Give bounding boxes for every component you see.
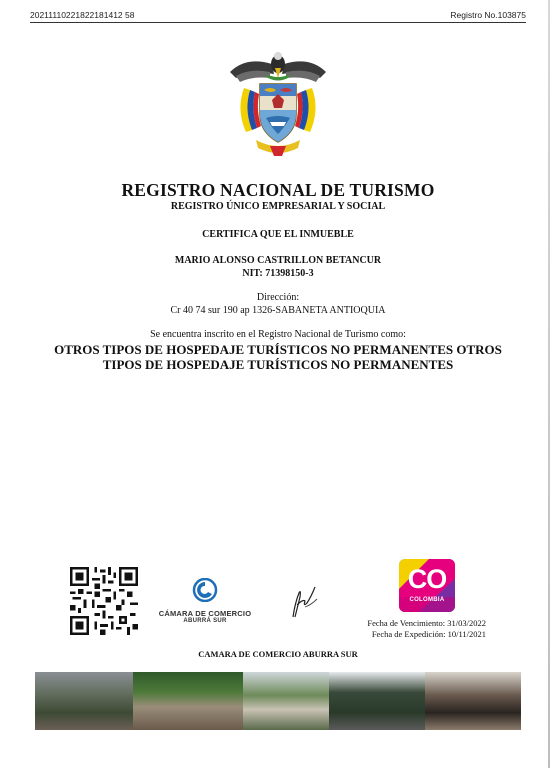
chamber-logo-line1: CÁMARA DE COMERCIO [158,609,252,618]
tourism-category: OTROS TIPOS DE HOSPEDAJE TURÍSTICOS NO PERMANENTES OTROS TIPOS DE HOSPEDAJE TURÍSTICOS NO PERMANENTES [54,342,502,372]
owner-nit: NIT: 71398150-3 [242,268,314,279]
address-label: Dirección: [256,292,300,303]
document-header-line [30,10,526,23]
document-title: REGISTRO NACIONAL DE TURISMO [121,180,435,200]
colombia-co-brand-logo [399,559,455,612]
photo-strip [35,672,521,730]
chamber-of-commerce-logo [150,578,260,628]
address-value: Cr 40 74 sur 190 ap 1326-SABANETA ANTIOQUIA [170,305,386,316]
registry-number: Registro No.103875 [450,10,526,20]
photo-plaza [35,672,133,730]
co-logo-subtext: COLOMBIA [409,597,445,603]
issue-date: Fecha de Expedición: 10/11/2021 [371,629,486,639]
qr-code-icon [70,567,138,635]
certifies-statement: CERTIFICA QUE EL INMUEBLE [202,229,354,240]
photo-statue [243,672,329,730]
signature-icon [285,583,321,621]
photo-interior [425,672,521,730]
registered-statement: Se encuentra inscrito en el Registro Nacional de Turismo como: [150,329,406,340]
photo-church [329,672,425,730]
document-code: 20211110221822181412 58 [30,10,135,20]
co-logo-text: CO [407,564,447,594]
photo-fountain [133,672,243,730]
chamber-name: CAMARA DE COMERCIO ABURRA SUR [198,649,358,659]
owner-name: MARIO ALONSO CASTRILLON BETANCUR [174,255,382,266]
document-subtitle: REGISTRO ÚNICO EMPRESARIAL Y SOCIAL [170,201,386,212]
chamber-logo-line2: ABURRÁ SUR [183,618,227,624]
expiry-date: Fecha de Vencimiento: 31/03/2022 [367,618,486,628]
colombia-coat-of-arms-icon [226,48,330,160]
certificate-dates [367,618,486,640]
chamber-of-commerce-logo-icon [192,578,218,602]
